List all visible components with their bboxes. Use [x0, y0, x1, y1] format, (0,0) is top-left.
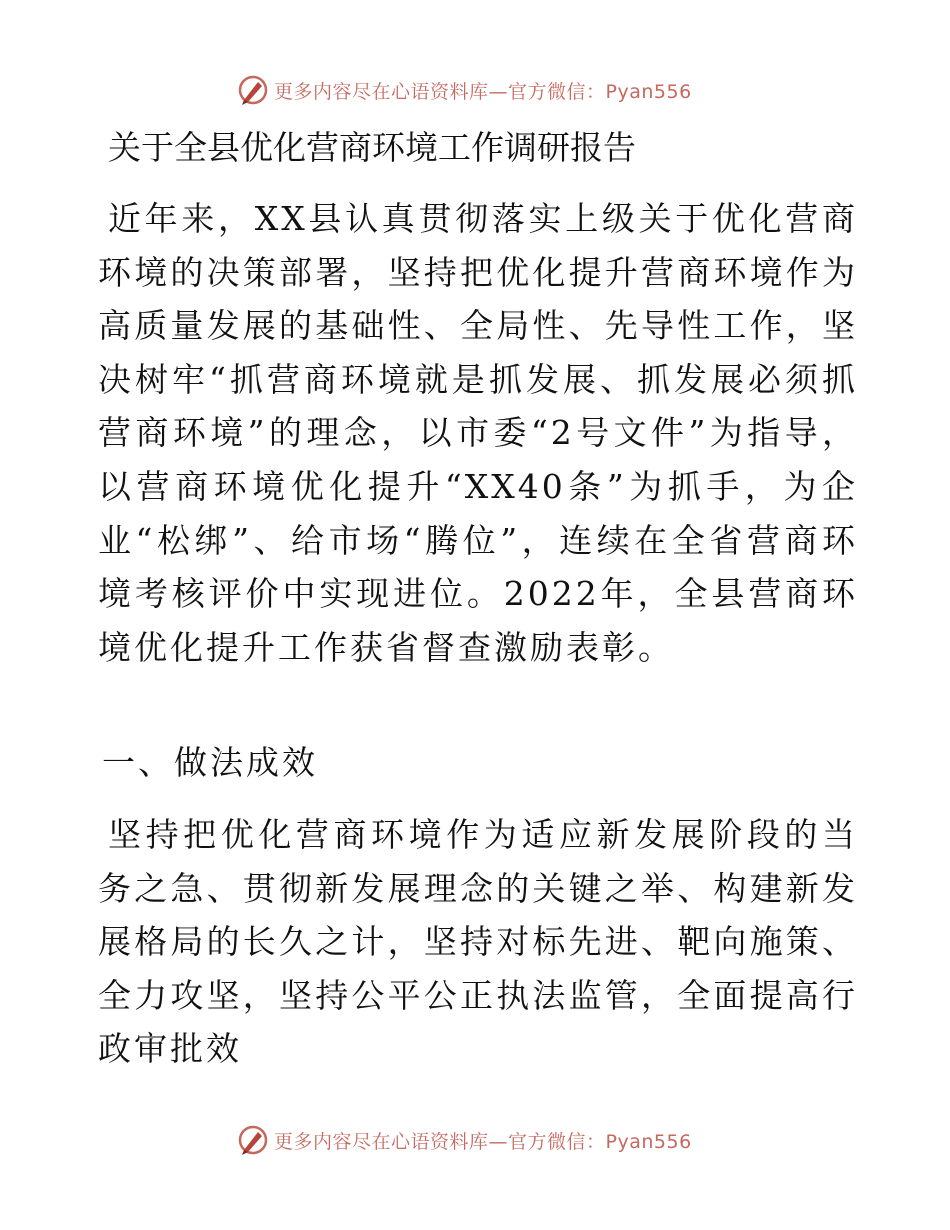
watermark-banner-bottom	[236, 1122, 692, 1158]
paragraph-practices: 坚持把优化营商环境作为适应新发展阶段的当务之急、贯彻新发展理念的关键之举、构建新发展格局的长久之计，坚持对标先进、靶向施策、全力攻坚，坚持公平公正执法监管，全面提高行政审批效	[98, 815, 858, 1069]
pen-logo-icon	[236, 1123, 270, 1157]
pen-logo-icon	[236, 73, 270, 107]
watermark-text: 更多内容尽在心语资料库—官方微信：Pyan556	[274, 1130, 692, 1153]
document-title: 关于全县优化营商环境工作调研报告	[108, 128, 636, 167]
section-heading: 一、做法成效	[102, 743, 318, 782]
watermark-banner-top	[236, 72, 692, 108]
paragraph-intro: 近年来，XX县认真贯彻落实上级关于优化营商环境的决策部署，坚持把优化提升营商环境作为高质量发展的基础性、全局性、先导性工作，坚决树牢“抓营商环境就是抓发展、抓发展必须抓营商环境”的理念，以市委“2号文件”为指导，以营商环境优化提升“XX40条”为抓手，为企业“松绑”、给市场“腾位”，连续在全省营商环境考核评价中实现进位。2022年，全县营商环境优化提升工作获省督查激励表彰。	[98, 199, 858, 667]
watermark-text: 更多内容尽在心语资料库—官方微信：Pyan556	[274, 80, 692, 103]
